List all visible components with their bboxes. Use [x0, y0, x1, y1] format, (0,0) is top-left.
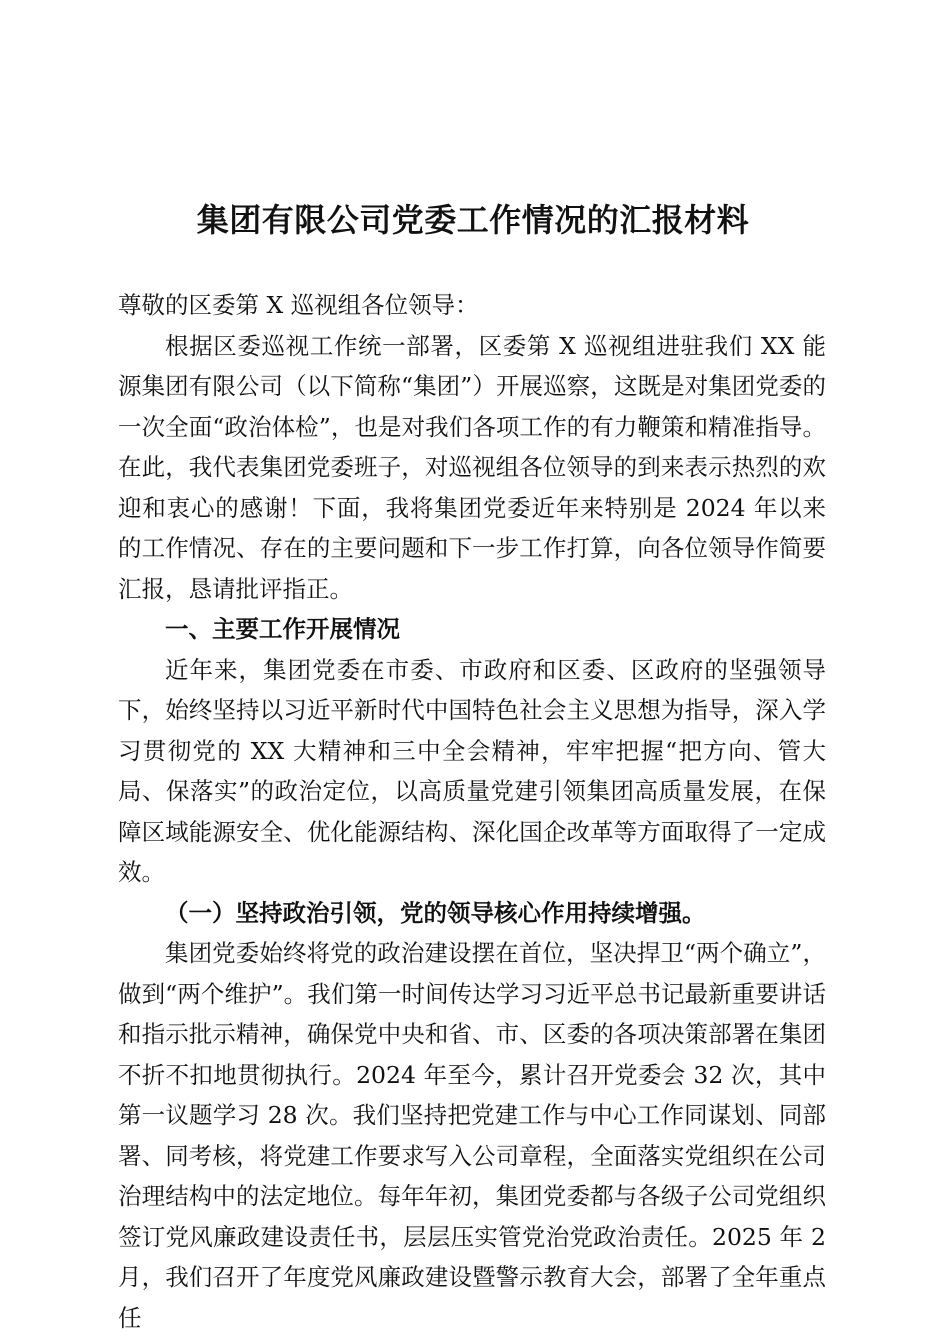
- political-building-paragraph: 集团党委始终将党的政治建设摆在首位，坚决捍卫“两个确立”，做到“两个维护”。我们第一时间传达学习习近平总书记最新重要讲话和指示批示精神，确保党中央和省、市、区委的各项决策部署在集团不折不扣地贯彻执行。2024 年至今，累计召开党委会 32 次，其中第一议题学习 28 次。我们坚持把党建工作与中心工作同谋划、同部署、同考核，将党建工作要求写入公司章程，全面落实党组织在公司治理结构中的法定地位。每年年初，集团党委都与各级子公司党组织签订党风廉政建设责任书，层层压实管党治党政治责任。2025 年 2 月，我们召开了年度党风廉政建设暨警示教育大会，部署了全年重点任: [118, 939, 826, 1332]
- intro-paragraph: 根据区委巡视工作统一部署，区委第 X 巡视组进驻我们 XX 能源集团有限公司（以下简称“集团”）开展巡察，这既是对集团党委的一次全面“政治体检”，也是对我们各项工作的有力鞭策和精准指导。在此，我代表集团党委班子，对巡视组各位领导的到来表示热烈的欢迎和衷心的感谢！下面，我将集团党委近年来特别是 2024 年以来的工作情况、存在的主要问题和下一步工作打算，向各位领导作简要汇报，恳请批评指正。: [118, 331, 826, 603]
- subsection-heading-political-leadership: （一）坚持政治引领，党的领导核心作用持续增强。: [165, 898, 706, 927]
- document-title: 集团有限公司党委工作情况的汇报材料: [196, 201, 750, 239]
- document-body: [118, 285, 826, 1338]
- salutation: 尊敬的区委第 X 巡视组各位领导：: [118, 291, 479, 319]
- section-heading-main-work: 一、主要工作开展情况: [165, 615, 400, 643]
- overview-paragraph: 近年来，集团党委在市委、市政府和区委、区政府的坚强领导下，始终坚持以习近平新时代中国特色社会主义思想为指导，深入学习贯彻党的 XX 大精神和三中全会精神，牢牢把握“把方向、管大局、保落实”的政治定位，以高质量党建引领集团高质量发展，在保障区域能源安全、优化能源结构、深化国企改革等方面取得了一定成效。: [118, 655, 826, 886]
